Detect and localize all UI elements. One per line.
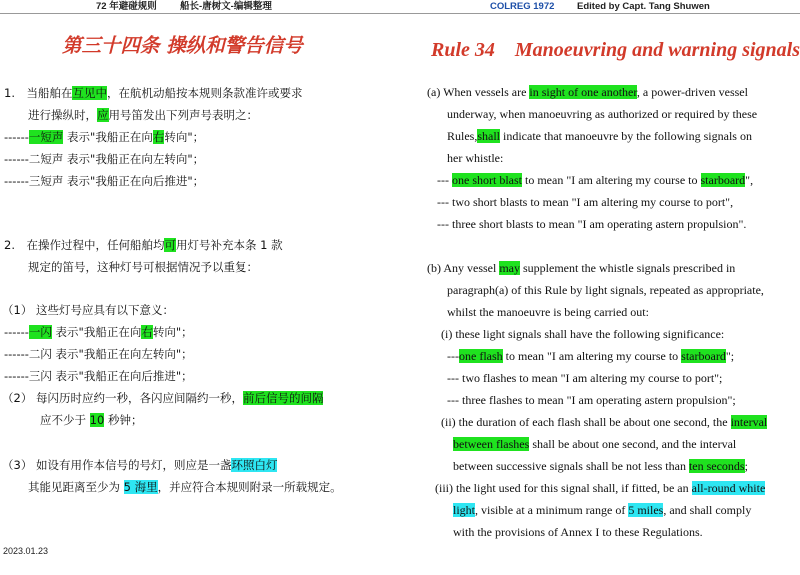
en-a-line1: (a) When vessels are in sight of one another, a power-driven vessel bbox=[427, 85, 748, 99]
cn-p1-line4: ------二短声 表示"我船正在向左转向"； bbox=[4, 152, 205, 166]
en-a-line5: --- one short blast to mean "I am altering my course to starboard", bbox=[437, 173, 754, 187]
cn-p1-line2: 进行操纵时，应用号笛发出下列声号表明之： bbox=[28, 108, 258, 122]
en-b-line13: with the provisions of Annex I to these Regulations. bbox=[453, 525, 703, 539]
cn-p1-line5: ------三短声 表示"我船正在向后推进"； bbox=[4, 174, 205, 188]
footer-date: 2023.01.23 bbox=[3, 546, 49, 556]
cn-p2-line2: 规定的笛号，这种灯号可根据情况予以重复： bbox=[28, 260, 258, 274]
header-left-a: 72 年避碰规则 bbox=[96, 1, 157, 12]
en-b-line10: between successive signals shall be not less than ten seconds; bbox=[453, 459, 748, 473]
chinese-title: 第三十四条 操纵和警告信号 bbox=[62, 34, 303, 57]
cn-p2ii-line1: （2） 每闪历时应约一秒，各闪应间隔约一秒，前后信号的间隔 bbox=[2, 391, 324, 405]
en-a-line6: --- two short blasts to mean "I am altering my course to port", bbox=[437, 195, 734, 209]
english-column bbox=[405, 14, 800, 575]
chinese-column bbox=[0, 14, 405, 575]
en-b-line7: --- three flashes to mean "I am operating astern propulsion"; bbox=[447, 393, 736, 407]
en-b-line6: --- two flashes to mean "I am altering my course to port"; bbox=[447, 371, 723, 385]
cn-p2iii-line1: （3） 如设有用作本信号的号灯，则应是一盏环照白灯 bbox=[2, 458, 278, 472]
header-right-a: COLREG 1972 bbox=[490, 1, 555, 12]
header-right-b: Edited by Capt. Tang Shuwen bbox=[577, 1, 710, 12]
cn-p2-line1: 2. 在操作过程中，任何船舶均可用灯号补充本条 1 款 bbox=[4, 238, 283, 252]
cn-p1-line1: 1. 当船舶在互见中，在航机动船按本规则条款准许或要求 bbox=[4, 86, 303, 100]
en-b-line12: light, visible at a minimum range of 5 miles, and shall comply bbox=[453, 503, 752, 517]
en-b-line2: paragraph(a) of this Rule by light signals, repeated as appropriate, bbox=[447, 283, 764, 297]
en-a-line7: --- three short blasts to mean "I am operating astern propulsion". bbox=[437, 217, 747, 231]
en-b-line5: ---one flash to mean "I am altering my course to starboard"; bbox=[447, 349, 735, 363]
cn-p1-line3: ------一短声 表示"我船正在向右转向"； bbox=[4, 130, 205, 144]
en-a-line3: Rules,shall indicate that manoeuvre by the following signals on bbox=[447, 129, 752, 143]
cn-p2ii-line2: 应不少于 10 秒钟； bbox=[40, 413, 143, 427]
cn-p2i-line3: ------二闪 表示"我船正在向左转向"； bbox=[4, 347, 193, 361]
en-a-line4: her whistle: bbox=[447, 151, 504, 165]
en-b-line4: (i) these light signals shall have the following significance: bbox=[441, 327, 725, 341]
header-left-b: 船长-唐树文-编辑整理 bbox=[180, 1, 272, 12]
en-b-line1: (b) Any vessel may supplement the whistle signals prescribed in bbox=[427, 261, 736, 275]
en-b-line11: (iii) the light used for this signal shall, if fitted, be an all-round white bbox=[435, 481, 766, 495]
en-a-line2: underway, when manoeuvring as authorized or required by these bbox=[447, 107, 758, 121]
cn-p2i-line1: （1） 这些灯号应具有以下意义： bbox=[2, 303, 174, 317]
en-b-line8: (ii) the duration of each flash shall be about one second, the interval bbox=[441, 415, 768, 429]
cn-p2i-line2: ------一闪 表示"我船正在向右转向"； bbox=[4, 325, 193, 339]
en-b-line3: whilst the manoeuvre is being carried out: bbox=[447, 305, 649, 319]
english-title: Rule 34 Manoeuvring and warning signals bbox=[431, 39, 800, 61]
cn-p2iii-line2: 其能见距离至少为 5 海里，并应符合本规则附录一所载规定。 bbox=[28, 480, 342, 494]
cn-p2i-line4: ------三闪 表示"我船正在向后推进"； bbox=[4, 369, 193, 383]
en-b-line9: between flashes shall be about one second, and the interval bbox=[453, 437, 737, 451]
